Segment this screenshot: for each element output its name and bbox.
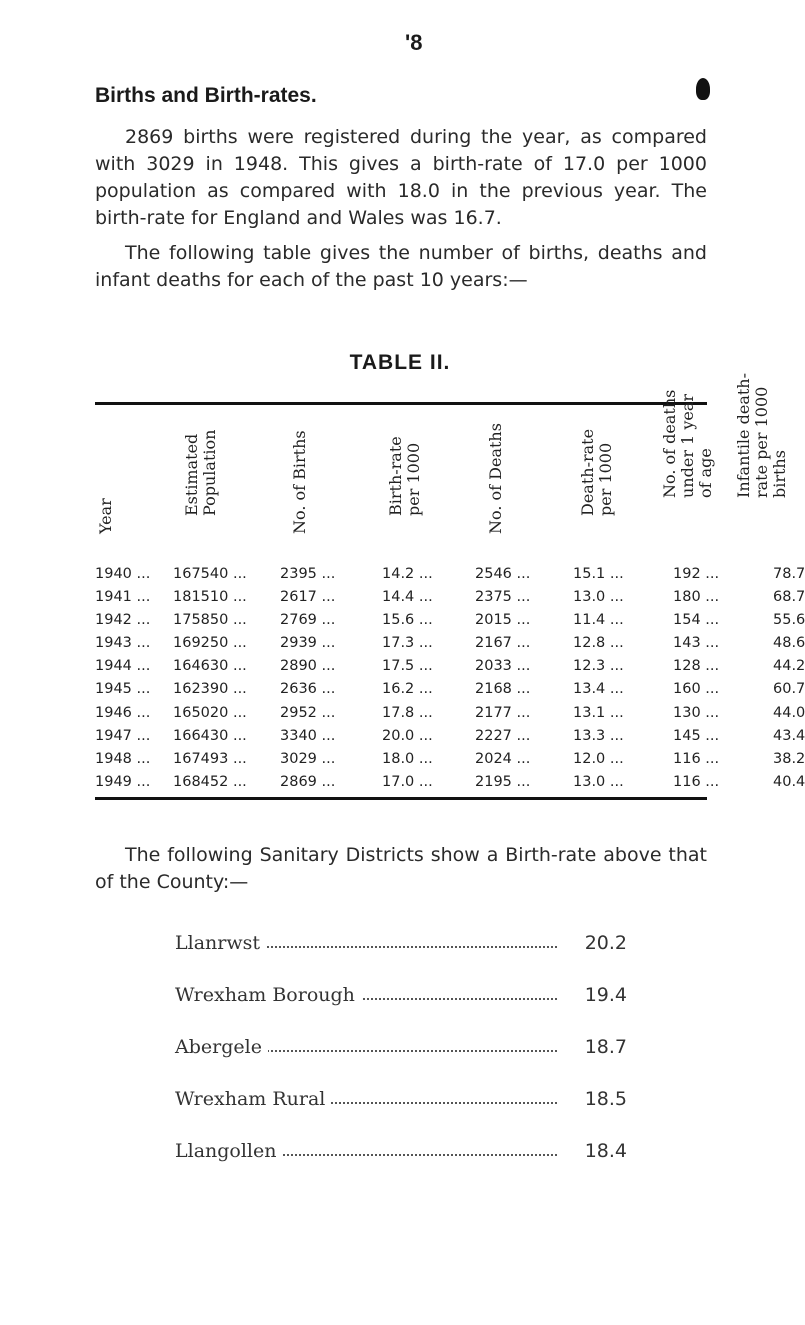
table-row xyxy=(95,612,805,635)
table-row xyxy=(95,589,805,612)
header-deaths-label: No. of Deaths xyxy=(486,423,505,534)
cell-deaths: 2195 ... xyxy=(475,773,531,790)
cell-infant-rate: 68.7 xyxy=(773,589,805,606)
cell-infant-deaths: 180 ... xyxy=(673,589,720,606)
cell-birth-rate: 14.4 ... xyxy=(382,589,433,606)
district-name: Llangollen xyxy=(175,1140,283,1162)
cell-infant-deaths: 143 ... xyxy=(673,635,720,652)
header-infant-deaths xyxy=(660,389,715,552)
header-deaths xyxy=(487,410,511,552)
header-infant-rate-label: Infantile death- rate per 1000 births xyxy=(734,373,789,498)
list-item xyxy=(175,1140,627,1192)
district-name: Wrexham Rural xyxy=(175,1088,331,1110)
cell-year: 1949 ... xyxy=(95,773,151,790)
cell-infant-rate: 44.2 xyxy=(773,658,805,675)
list-item xyxy=(175,1088,627,1140)
cell-infant-rate: 48.6 xyxy=(773,635,805,652)
district-name: Wrexham Borough xyxy=(175,984,361,1006)
district-birth-rate: 18.4 xyxy=(577,1140,627,1162)
cell-population: 162390 ... xyxy=(173,681,247,698)
cell-births: 3029 ... xyxy=(280,750,336,767)
cell-birth-rate: 16.2 ... xyxy=(382,681,433,698)
cell-births: 2890 ... xyxy=(280,658,336,675)
cell-birth-rate: 15.6 ... xyxy=(382,612,433,629)
table-row xyxy=(95,750,805,774)
districts-intro-paragraph: The following Sanitary Districts show a Birth-rate above that of the County:— xyxy=(95,844,707,893)
cell-death-rate: 13.0 ... xyxy=(573,773,624,790)
cell-births: 2395 ... xyxy=(280,566,336,582)
table-intro-paragraph: The following table gives the number of births, deaths and infant deaths for each of the past 10 years:— xyxy=(95,242,707,291)
cell-birth-rate: 17.3 ... xyxy=(382,635,433,652)
cell-deaths: 2168 ... xyxy=(475,681,531,698)
intro-paragraph: 2869 births were registered during the year, as compared with 3029 in 1948. This gives a birth-rate of 17.0 per 1000 population as compared with 18.0 in the previous year. The birth-rate for England and Wales was 16.7. xyxy=(95,126,707,229)
section-heading: Births and Birth-rates. xyxy=(95,84,317,107)
header-year-label: Year xyxy=(96,498,115,534)
cell-infant-deaths: 116 ... xyxy=(673,773,720,790)
cell-infant-deaths: 160 ... xyxy=(673,681,720,698)
cell-birth-rate: 17.0 ... xyxy=(382,773,433,790)
cell-death-rate: 15.1 ... xyxy=(573,566,624,582)
cell-population: 167493 ... xyxy=(173,750,247,767)
cell-infant-rate: 78.7 xyxy=(773,566,805,582)
cell-deaths: 2015 ... xyxy=(475,612,531,629)
cell-infant-rate: 60.7 xyxy=(773,681,805,698)
cell-births: 2869 ... xyxy=(280,773,336,790)
cell-year: 1943 ... xyxy=(95,635,151,652)
cell-deaths: 2033 ... xyxy=(475,658,531,675)
header-birth-rate xyxy=(386,410,423,552)
cell-births: 2952 ... xyxy=(280,704,336,721)
cell-infant-deaths: 192 ... xyxy=(673,566,720,582)
cell-deaths: 2177 ... xyxy=(475,704,531,721)
district-birth-rate: 18.7 xyxy=(577,1036,627,1058)
table-row xyxy=(95,704,805,728)
cell-year: 1945 ... xyxy=(95,681,151,698)
cell-birth-rate: 14.2 ... xyxy=(382,566,433,582)
cell-population: 165020 ... xyxy=(173,704,247,721)
cell-birth-rate: 20.0 ... xyxy=(382,727,433,744)
header-population xyxy=(182,410,219,552)
cell-births: 2769 ... xyxy=(280,612,336,629)
table-column-headers xyxy=(95,373,789,555)
districts-list xyxy=(175,932,627,1192)
table-title: TABLE II. xyxy=(349,351,451,374)
district-name: Abergele xyxy=(175,1036,268,1058)
cell-population: 164630 ... xyxy=(173,658,247,675)
cell-year: 1944 ... xyxy=(95,658,151,675)
table-row xyxy=(95,635,805,658)
cell-deaths: 2024 ... xyxy=(475,750,531,767)
cell-infant-rate: 44.0 xyxy=(773,704,805,721)
cell-year: 1946 ... xyxy=(95,704,151,721)
cell-population: 166430 ... xyxy=(173,727,247,744)
cell-deaths: 2167 ... xyxy=(475,635,531,652)
table-row xyxy=(95,658,805,681)
cell-deaths: 2546 ... xyxy=(475,566,531,582)
cell-population: 169250 ... xyxy=(173,635,247,652)
list-item xyxy=(175,1036,627,1088)
cell-birth-rate: 17.5 ... xyxy=(382,658,433,675)
table-row xyxy=(95,566,805,589)
cell-infant-deaths: 145 ... xyxy=(673,727,720,744)
header-infant-deaths-label: No. of deaths under 1 year of age xyxy=(660,389,715,498)
cell-deaths: 2227 ... xyxy=(475,727,531,744)
header-death-rate xyxy=(578,410,615,552)
cell-death-rate: 13.1 ... xyxy=(573,704,624,721)
cell-infant-deaths: 154 ... xyxy=(673,612,720,629)
list-item xyxy=(175,984,627,1036)
district-birth-rate: 20.2 xyxy=(577,932,627,954)
cell-death-rate: 12.0 ... xyxy=(573,750,624,767)
header-births-label: No. of Births xyxy=(290,430,309,534)
cell-infant-deaths: 130 ... xyxy=(673,704,720,721)
district-birth-rate: 19.4 xyxy=(577,984,627,1006)
births-deaths-table xyxy=(95,566,805,797)
cell-population: 181510 ... xyxy=(173,589,247,606)
cell-infant-deaths: 128 ... xyxy=(673,658,720,675)
cell-population: 167540 ... xyxy=(173,566,247,582)
cell-population: 168452 ... xyxy=(173,773,247,790)
cell-births: 2939 ... xyxy=(280,635,336,652)
cell-year: 1947 ... xyxy=(95,727,151,744)
cell-birth-rate: 18.0 ... xyxy=(382,750,433,767)
cell-infant-rate: 38.2 xyxy=(773,750,805,767)
cell-death-rate: 12.8 ... xyxy=(573,635,624,652)
table-bottom-rule xyxy=(95,797,707,800)
header-population-label: Estimated Population xyxy=(182,429,219,516)
cell-death-rate: 12.3 ... xyxy=(573,658,624,675)
header-births xyxy=(291,410,315,552)
list-item xyxy=(175,932,627,984)
cell-birth-rate: 17.8 ... xyxy=(382,704,433,721)
header-year xyxy=(97,410,121,552)
cell-infant-rate: 43.4 xyxy=(773,727,805,744)
header-death-rate-label: Death-rate per 1000 xyxy=(578,428,615,516)
cell-births: 2636 ... xyxy=(280,681,336,698)
cell-death-rate: 13.3 ... xyxy=(573,727,624,744)
table-top-rule xyxy=(95,402,707,405)
cell-year: 1948 ... xyxy=(95,750,151,767)
cell-births: 3340 ... xyxy=(280,727,336,744)
cell-infant-rate: 40.4 xyxy=(773,773,805,790)
cell-death-rate: 11.4 ... xyxy=(573,612,624,629)
district-name: Llanrwst xyxy=(175,932,266,954)
table-row xyxy=(95,727,805,751)
cell-year: 1941 ... xyxy=(95,589,151,606)
cell-death-rate: 13.4 ... xyxy=(573,681,624,698)
district-birth-rate: 18.5 xyxy=(577,1088,627,1110)
header-birth-rate-label: Birth-rate per 1000 xyxy=(386,436,423,516)
bullet-mark xyxy=(696,78,710,100)
cell-population: 175850 ... xyxy=(173,612,247,629)
table-row xyxy=(95,681,805,704)
cell-death-rate: 13.0 ... xyxy=(573,589,624,606)
cell-year: 1940 ... xyxy=(95,566,151,582)
cell-deaths: 2375 ... xyxy=(475,589,531,606)
page-number: '8 xyxy=(405,30,423,55)
cell-infant-deaths: 116 ... xyxy=(673,750,720,767)
header-infant-rate xyxy=(734,373,789,552)
cell-infant-rate: 55.6 xyxy=(773,612,805,629)
table-row xyxy=(95,773,805,797)
cell-births: 2617 ... xyxy=(280,589,336,606)
cell-year: 1942 ... xyxy=(95,612,151,629)
